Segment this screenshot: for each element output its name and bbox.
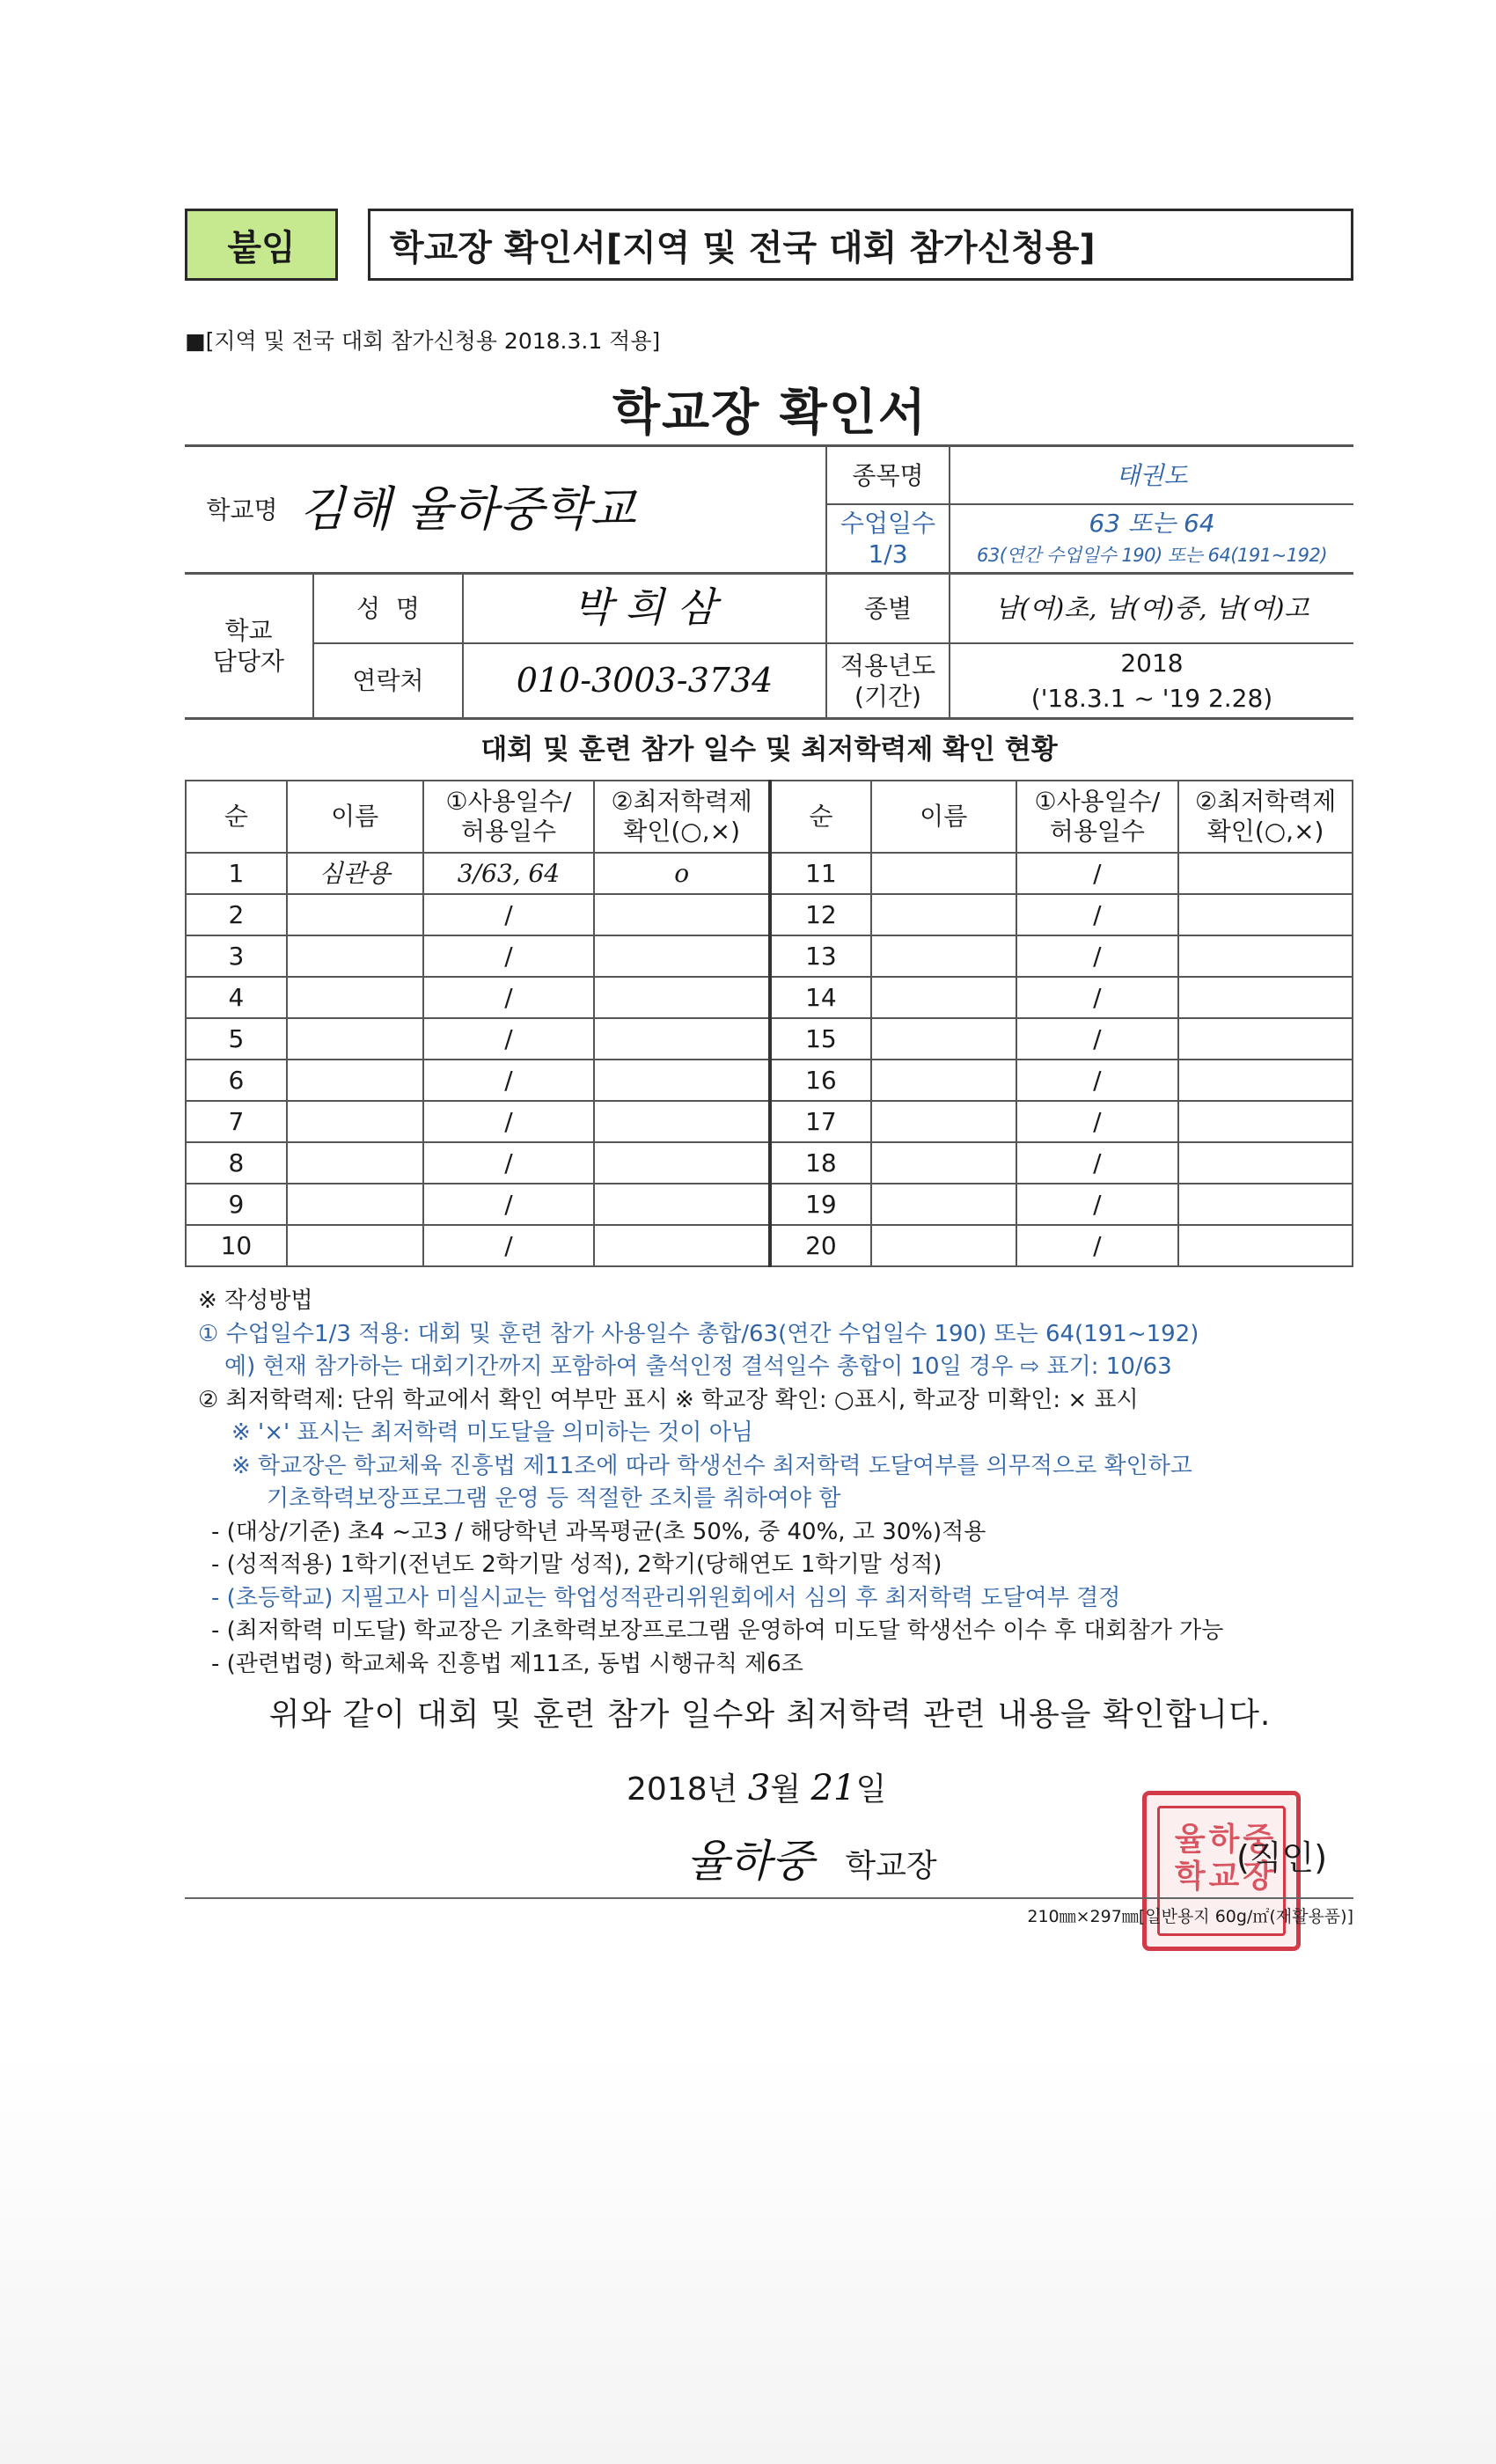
table-header-cell: ①사용일수/ 허용일수 (1016, 781, 1179, 853)
table-cell (1178, 894, 1353, 935)
table-cell: / (1016, 977, 1179, 1018)
table-cell (1178, 935, 1353, 977)
table-cell: 15 (770, 1018, 871, 1060)
table-cell: 13 (770, 935, 871, 977)
table-cell: 16 (770, 1060, 871, 1101)
date-day-unit: 일 (855, 1771, 887, 1808)
table-cell (871, 853, 1016, 894)
table-cell (287, 1018, 423, 1060)
sport-value: 태권도 (1116, 460, 1188, 490)
table-cell: 2 (186, 894, 287, 935)
table-header-cell: ①사용일수/ 허용일수 (423, 781, 595, 853)
table-row (186, 1142, 1353, 1184)
school-name-label: 학교명 (206, 495, 278, 524)
guide-line: ※ '×' 표시는 최저학력 미도달을 의미하는 것이 아님 (231, 1419, 753, 1446)
table-cell: 6 (186, 1060, 287, 1101)
table-cell (594, 1060, 770, 1101)
manager-label: 학교 담당자 (212, 615, 285, 676)
table-header-cell: 이름 (287, 781, 423, 853)
writing-guide (198, 1285, 1368, 1681)
table-cell: / (1016, 853, 1179, 894)
principal-signature (686, 1826, 937, 1889)
table-cell: / (423, 1184, 595, 1225)
table-cell (594, 1142, 770, 1184)
table-cell: / (423, 1018, 595, 1060)
table-cell (1178, 1184, 1353, 1225)
date-day: 21 (810, 1768, 856, 1808)
guide-line: 기초학력보장프로그램 운영 등 적절한 조치를 취하여야 함 (267, 1485, 841, 1512)
table-cell (287, 1101, 423, 1142)
table-cell: / (423, 1142, 595, 1184)
principal-role: 학교장 (845, 1848, 937, 1884)
guide-line: ① 수업일수1/3 적용: 대회 및 훈련 참가 사용일수 총합/63(연간 수업일수 190) 또는 64(191~192) (198, 1320, 1199, 1347)
table-row (186, 894, 1353, 935)
table-cell: / (423, 977, 595, 1018)
table-cell: 7 (186, 1101, 287, 1142)
sport-label: 종목명 (852, 460, 924, 490)
guide-line: - (성적적용) 1학기(전년도 2학기말 성적), 2학기(당해연도 1학기말 성적) (211, 1551, 942, 1578)
table-cell (871, 1225, 1016, 1266)
guide-line: - (대상/기준) 초4 ~고3 / 해당학년 과목평균(초 50%, 중 40%, 고 30%)적용 (211, 1518, 986, 1545)
section-title: 대회 및 훈련 참가 일수 및 최저학력제 확인 현황 (480, 733, 1058, 766)
table-cell (287, 1225, 423, 1266)
seal-label: (직인) (1236, 1838, 1328, 1877)
table-cell (594, 1225, 770, 1266)
table-header-cell: 순 (770, 781, 871, 853)
table-header-cell: 순 (186, 781, 287, 853)
table-cell (287, 1184, 423, 1225)
table-cell: / (1016, 894, 1179, 935)
usage-note: ■[지역 및 전국 대회 참가신청용 2018.3.1 적용] (185, 328, 661, 354)
table-cell (1178, 977, 1353, 1018)
blank-area (0, 2050, 1496, 2464)
guide-line: 예) 현재 참가하는 대회기간까지 포함하여 출석인정 결석일수 총합이 10일 경우 ⇨ 표기: 10/63 (224, 1353, 1172, 1380)
table-cell: 3 (186, 935, 287, 977)
gender-value: 남(여)초, 남(여)중, 남(여)고 (994, 592, 1309, 623)
table-cell (594, 894, 770, 935)
table-row (186, 977, 1353, 1018)
table-cell: / (1016, 1101, 1179, 1142)
table-cell: 19 (770, 1184, 871, 1225)
table-cell: 심관용 (287, 853, 423, 894)
table-cell (287, 977, 423, 1018)
table-cell (1178, 1060, 1353, 1101)
table-cell (287, 894, 423, 935)
confirmation-statement: 위와 같이 대회 및 훈련 참가 일수와 최저학력 관련 내용을 확인합니다. (268, 1697, 1272, 1733)
table-cell (871, 1060, 1016, 1101)
school-name-value: 김해 율하중학교 (299, 481, 636, 538)
table-row (186, 1060, 1353, 1101)
table-header-cell: ②최저학력제 확인(○,×) (1178, 781, 1353, 853)
contact-label: 연락처 (352, 666, 424, 695)
table-cell: / (1016, 935, 1179, 977)
attachment-tag: 붙임 (185, 209, 338, 281)
table-cell (1178, 853, 1353, 894)
table-cell (871, 1142, 1016, 1184)
apply-year-value: 2018 (1120, 648, 1184, 678)
table-cell: 9 (186, 1184, 287, 1225)
guide-line: ※ 작성방법 (198, 1287, 313, 1314)
table-cell: 11 (770, 853, 871, 894)
issue-date (627, 1764, 886, 1809)
table-cell: 8 (186, 1142, 287, 1184)
table-cell (1178, 1142, 1353, 1184)
table-cell: 17 (770, 1101, 871, 1142)
class-days-value: 63 또는 64 (1089, 508, 1215, 538)
date-year: 2018년 (627, 1771, 738, 1808)
document-title: 학교장 확인서 (612, 385, 928, 442)
table-cell (871, 977, 1016, 1018)
table-cell (871, 1101, 1016, 1142)
school-signature: 율하중 (686, 1836, 814, 1887)
table-cell: / (1016, 1018, 1179, 1060)
table-cell (1178, 1225, 1353, 1266)
table-row (186, 1184, 1353, 1225)
class-days-label: 수업일수 1/3 (840, 509, 936, 568)
table-cell: 10 (186, 1225, 287, 1266)
manager-name-label: 성 명 (356, 593, 420, 623)
table-cell: 3/63, 64 (423, 853, 595, 894)
table-cell (1178, 1101, 1353, 1142)
table-cell: / (1016, 1184, 1179, 1225)
guide-line: - (초등학교) 지필고사 미실시교는 학업성적관리위원회에서 심의 후 최저학력 도달여부 결정 (211, 1584, 1121, 1611)
table-cell: 4 (186, 977, 287, 1018)
table-row (186, 853, 1353, 894)
table-cell (287, 1142, 423, 1184)
date-month-unit: 월 (770, 1771, 802, 1808)
table-cell (594, 977, 770, 1018)
seal-glyphs: 율하중학교장 (1174, 1822, 1278, 1895)
table-cell (594, 1101, 770, 1142)
table-header-cell: ②최저학력제 확인(○,×) (594, 781, 770, 853)
apply-year-label: 적용년도 (기간) (840, 650, 936, 711)
paper-spec: 210㎜×297㎜[일반용지 60g/㎡(재활용품)] (1027, 1907, 1353, 1926)
table-cell (871, 894, 1016, 935)
guide-line: - (관련법령) 학교체육 진흥법 제11조, 동법 시행규칙 제6조 (211, 1650, 803, 1677)
table-cell: / (1016, 1142, 1179, 1184)
table-cell: 5 (186, 1018, 287, 1060)
table-row (186, 1225, 1353, 1266)
table-cell (594, 935, 770, 977)
table-cell: / (423, 1101, 595, 1142)
table-cell (287, 1060, 423, 1101)
table-row (186, 1101, 1353, 1142)
table-cell (871, 935, 1016, 977)
table-cell: / (1016, 1225, 1179, 1266)
table-cell: / (423, 1060, 595, 1101)
table-cell: / (423, 894, 595, 935)
table-cell (871, 1184, 1016, 1225)
contact-value: 010-3003-3734 (516, 660, 774, 700)
manager-name-value: 박 희 삼 (573, 583, 716, 632)
apply-period-value: ('18.3.1 ~ '19 2.28) (1030, 684, 1273, 713)
guide-line: ※ 학교장은 학교체육 진흥법 제11조에 따라 학생선수 최저학력 도달여부를 의무적으로 확인하고 (231, 1452, 1192, 1479)
table-cell: 14 (770, 977, 871, 1018)
table-cell: / (1016, 1060, 1179, 1101)
table-cell (871, 1018, 1016, 1060)
table-cell (594, 1018, 770, 1060)
table-cell (594, 1184, 770, 1225)
guide-line: ② 최저학력제: 단위 학교에서 확인 여부만 표시 ※ 학교장 확인: ○표시, 학교장 미확인: × 표시 (198, 1386, 1139, 1413)
table-cell: 18 (770, 1142, 871, 1184)
table-cell: 1 (186, 853, 287, 894)
table-cell: 20 (770, 1225, 871, 1266)
table-row (186, 1018, 1353, 1060)
table-row (186, 935, 1353, 977)
class-days-detail: 63(연간 수업일수 190) 또는 64(191~192) (976, 544, 1328, 566)
gender-label: 종별 (863, 593, 913, 623)
table-cell: / (423, 1225, 595, 1266)
table-cell (1178, 1018, 1353, 1060)
participation-table (185, 780, 1353, 1267)
table-cell: / (423, 935, 595, 977)
table-cell: o (594, 853, 770, 894)
table-cell (287, 935, 423, 977)
table-cell: 12 (770, 894, 871, 935)
attachment-title: 학교장 확인서[지역 및 전국 대회 참가신청용] (368, 209, 1353, 281)
guide-line: - (최저학력 미도달) 학교장은 기초학력보장프로그램 운영하여 미도달 학생선수 이수 후 대회참가 가능 (211, 1617, 1224, 1644)
bottom-divider (185, 1897, 1353, 1899)
date-month: 3 (747, 1768, 771, 1808)
table-header-cell: 이름 (871, 781, 1016, 853)
